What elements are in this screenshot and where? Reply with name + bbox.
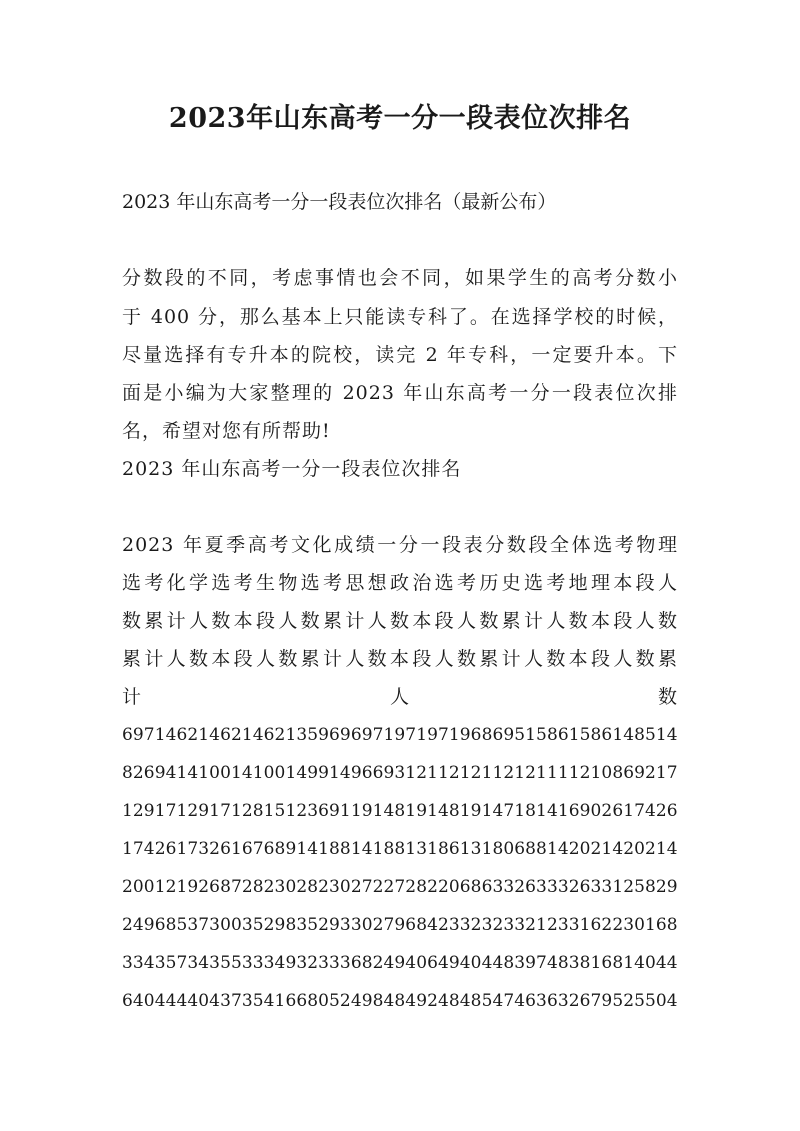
number-line: 129171291712815123691191481914819147181416902617426 (122, 801, 678, 821)
number-line: 334357343553334932333682494064940448397483816814044 (122, 953, 678, 973)
intro-line: 面是小编为大家整理的 2023 年山东高考一分一段表位次排 (122, 382, 678, 404)
intro-line: 尽量选择有专升本的院校，读完 2 年专科，一定要升本。下 (122, 344, 678, 366)
section-heading: 2023 年山东高考一分一段表位次排名 (122, 458, 462, 480)
table-header-line: 数累计人数本段人数累计人数本段人数累计人数本段人数 (122, 610, 678, 632)
number-line: 640444404373541668052498484924848547463632679525504 (122, 991, 678, 1011)
intro-line: 名，希望对您有所帮助! (122, 420, 331, 442)
table-header-line: 累计人数本段人数累计人数本段人数累计人数本段人数累 (122, 648, 678, 670)
table-header-line: 计 人 数 (122, 686, 678, 708)
document-subtitle: 2023 年山东高考一分一段表位次排名（最新公布） (122, 191, 557, 213)
intro-line: 于 400 分，那么基本上只能读专科了。在选择学校的时候， (122, 306, 678, 328)
document-title: 2023年山东高考一分一段表位次排名 (168, 103, 632, 134)
number-line: 200121926872823028230272272822068633263332633125829 (122, 877, 678, 897)
number-line: 697146214621462135969697197197196869515861586148514 (122, 725, 678, 745)
intro-line: 分数段的不同，考虑事情也会不同，如果学生的高考分数小 (122, 267, 678, 289)
number-line: 174261732616768914188141881318613180688142021420214 (122, 839, 678, 859)
table-header-line: 选考化学选考生物选考思想政治选考历史选考地理本段人 (122, 572, 678, 594)
number-line: 826941410014100149914966931211212112121111210869217 (122, 763, 678, 783)
table-header-line: 2023 年夏季高考文化成绩一分一段表分数段全体选考物理 (122, 534, 678, 556)
number-line: 249685373003529835293302796842332323321233162230168 (122, 915, 678, 935)
